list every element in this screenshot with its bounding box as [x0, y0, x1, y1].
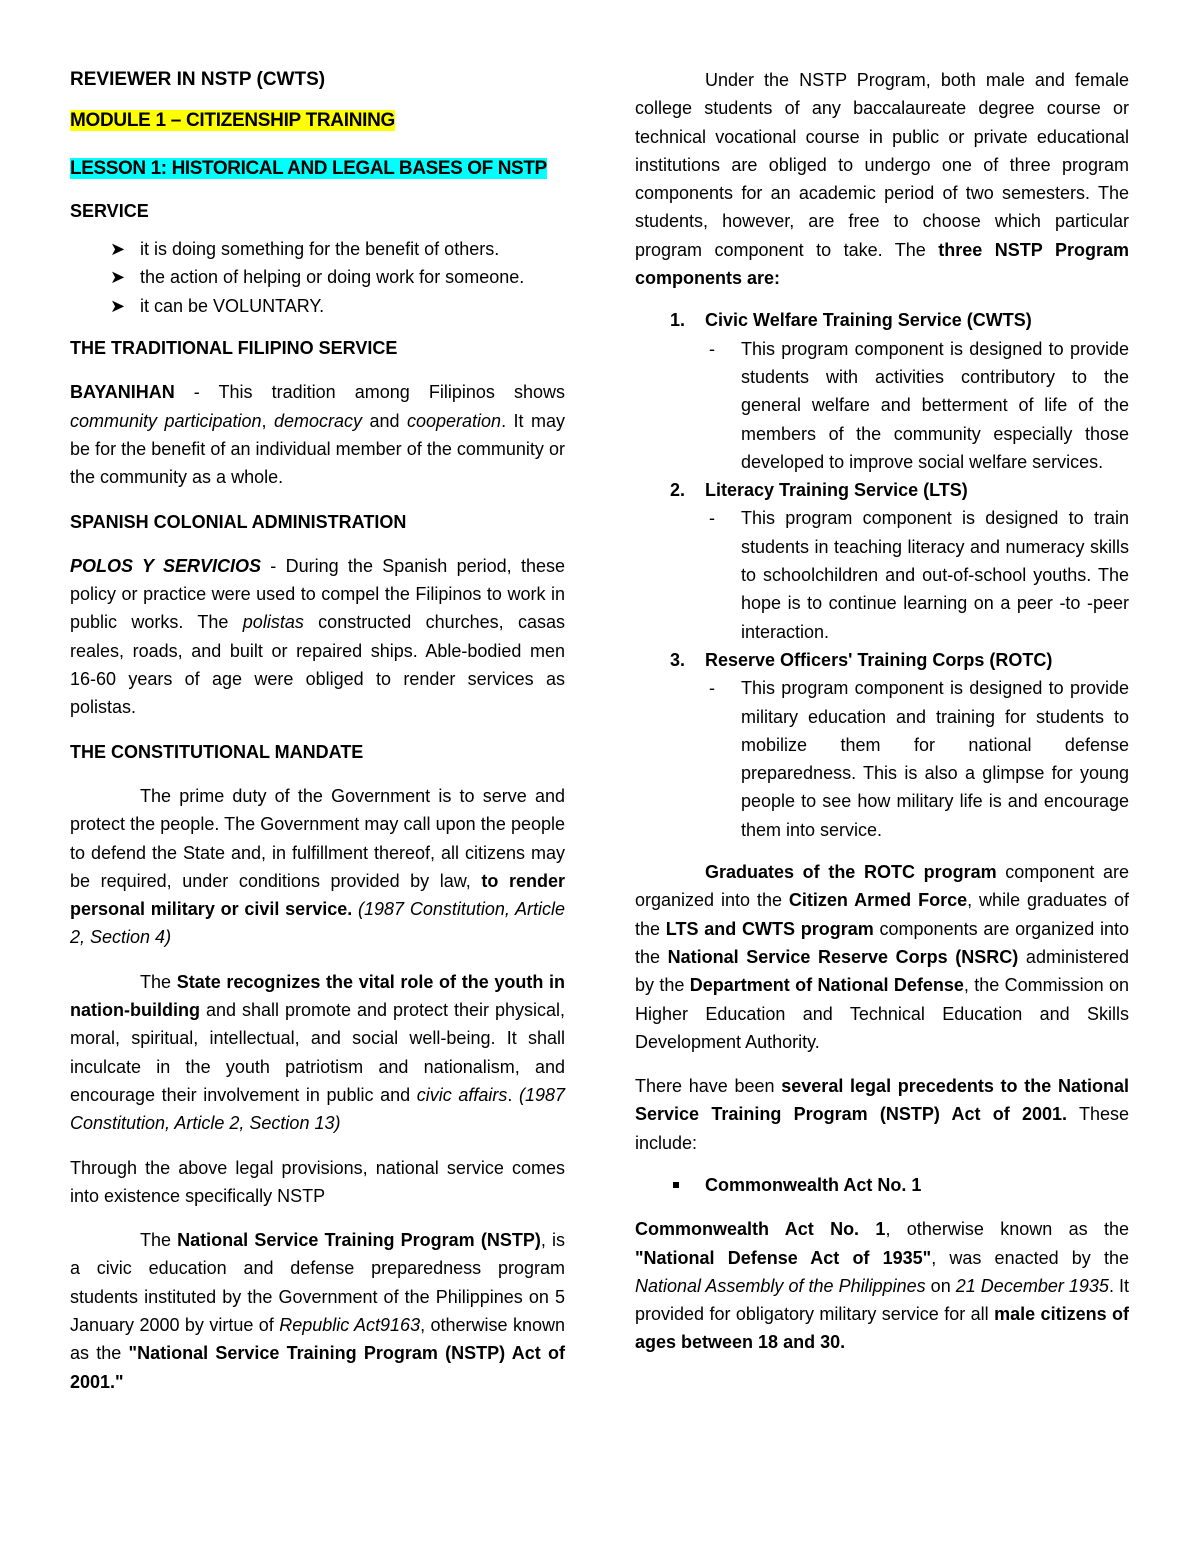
list-item	[635, 476, 1129, 646]
constitutional-heading: THE CONSTITUTIONAL MANDATE	[70, 741, 364, 762]
constitution-section4-paragraph: The prime duty of the Government is to serve and protect the people. The Government may call upon the people to defend the State and, in fulfillment thereof, all citizens may be required, under conditions provided by law, to render personal military or civil service. (1987 Constitution, Article 2, Section 4)	[70, 785, 565, 948]
list-item: ➤ it can be VOLUNTARY.	[70, 292, 565, 320]
bayanihan-paragraph: BAYANIHAN - This tradition among Filipinos shows community participation, democracy and cooperation. It may be for the benefit of an individual member of the community or the community as a whole.	[70, 382, 565, 488]
list-item: ➤ it is doing something for the benefit of others.	[70, 235, 565, 263]
component-description: - This program component is designed to provide students with activities contributory to the general welfare and betterment of life of the members of the community especially those developed to improve social welfare services.	[705, 335, 1129, 476]
nstp-definition-paragraph: The National Service Training Program (NSTP), is a civic education and defense preparedness program students instituted by the Government of the Philippines on 5 January 2000 by virtue of Republic Act9163, otherwise known as the "National Service Training Program (NSTP) Act of 2001."	[70, 1230, 565, 1392]
component-name: Reserve Officers' Training Corps (ROTC)	[705, 649, 1053, 670]
dash-bullet: -	[709, 678, 715, 699]
service-bullet-list	[70, 235, 565, 320]
list-number: 3.	[670, 649, 686, 670]
commonwealth-act-paragraph: Commonwealth Act No. 1, otherwise known as the "National Defense Act of 1935", was enacted by the National Assembly of the Philippines on 21 December 1935. It provided for obligatory military service for all male citizens of ages between 18 and 30.	[635, 1219, 1129, 1353]
left-column	[70, 66, 565, 1396]
square-bullet-icon	[673, 1182, 679, 1188]
component-description: - This program component is designed to train students in teaching literacy and numeracy skills to schoolchildren and out-of-school youths. The hope is to continue learning on a peer -to -peer interaction.	[705, 504, 1129, 645]
dash-bullet: -	[709, 508, 715, 529]
module-heading: MODULE 1 – CITIZENSHIP TRAINING	[70, 110, 395, 132]
right-column	[635, 66, 1129, 1357]
polos-paragraph: POLOS Y SERVICIOS - During the Spanish period, these policy or practice were used to compel the Filipinos to work in public works. The polistas constructed churches, casas reales, roads, and built or repaired ships. Able-bodied men 16-60 years of age were obliged to render services as polistas.	[70, 555, 565, 718]
legal-precedents-paragraph: There have been several legal precedents to the National Service Training Program (NSTP) Act of 2001. These include:	[635, 1076, 1129, 1153]
component-name: Civic Welfare Training Service (CWTS)	[705, 310, 1032, 331]
list-number: 1.	[670, 310, 686, 331]
arrow-bullet-icon: ➤	[110, 239, 126, 260]
lesson-heading: LESSON 1: HISTORICAL AND LEGAL BASES OF NSTP	[70, 157, 547, 179]
list-item	[635, 646, 1129, 844]
components-list	[635, 306, 1129, 844]
list-item	[635, 306, 1129, 476]
legal-provisions-paragraph: Through the above legal provisions, national service comes into existence specifically NSTP	[70, 1157, 565, 1206]
service-heading: SERVICE	[70, 200, 149, 221]
dash-bullet: -	[709, 338, 715, 359]
list-item: Commonwealth Act No. 1	[635, 1171, 1129, 1199]
traditional-heading: THE TRADITIONAL FILIPINO SERVICE	[70, 338, 398, 359]
list-number: 2.	[670, 480, 686, 501]
nstp-program-intro-paragraph: Under the NSTP Program, both male and female college students of any baccalaureate degree course or technical vocational course in public or private educational institutions are obliged to undergo one of three program components for an academic period of two semesters. The students, however, are free to choose which particular program component to take. The three NSTP Program components are:	[635, 70, 1129, 289]
graduates-paragraph: Graduates of the ROTC program component are organized into the Citizen Armed Force, while graduates of the LTS and CWTS program components are organized into the National Service Reserve Corps (NSRC) administered by the Department of National Defense, the Commission on Higher Education and Technical Education and Skills Development Authority.	[635, 862, 1130, 1052]
arrow-bullet-icon: ➤	[110, 295, 126, 316]
component-description: - This program component is designed to provide military education and training for students to mobilize them for national defense preparedness. This is also a glimpse for young people to see how military life is and encourage them into service.	[705, 674, 1129, 844]
document-title: REVIEWER IN NSTP (CWTS)	[70, 69, 326, 90]
spanish-heading: SPANISH COLONIAL ADMINISTRATION	[70, 511, 407, 532]
constitution-section13-paragraph: The State recognizes the vital role of the youth in nation-building and shall promote and protect their physical, moral, spiritual, intellectual, and social well-being. It shall inculcate in the youth patriotism and nationalism, and encourage their involvement in public and civic affairs. (1987 Constitution, Article 2, Section 13)	[70, 971, 565, 1134]
list-item: ➤ the action of helping or doing work for someone.	[70, 263, 565, 291]
arrow-bullet-icon: ➤	[110, 267, 126, 288]
component-name: Literacy Training Service (LTS)	[705, 480, 968, 501]
